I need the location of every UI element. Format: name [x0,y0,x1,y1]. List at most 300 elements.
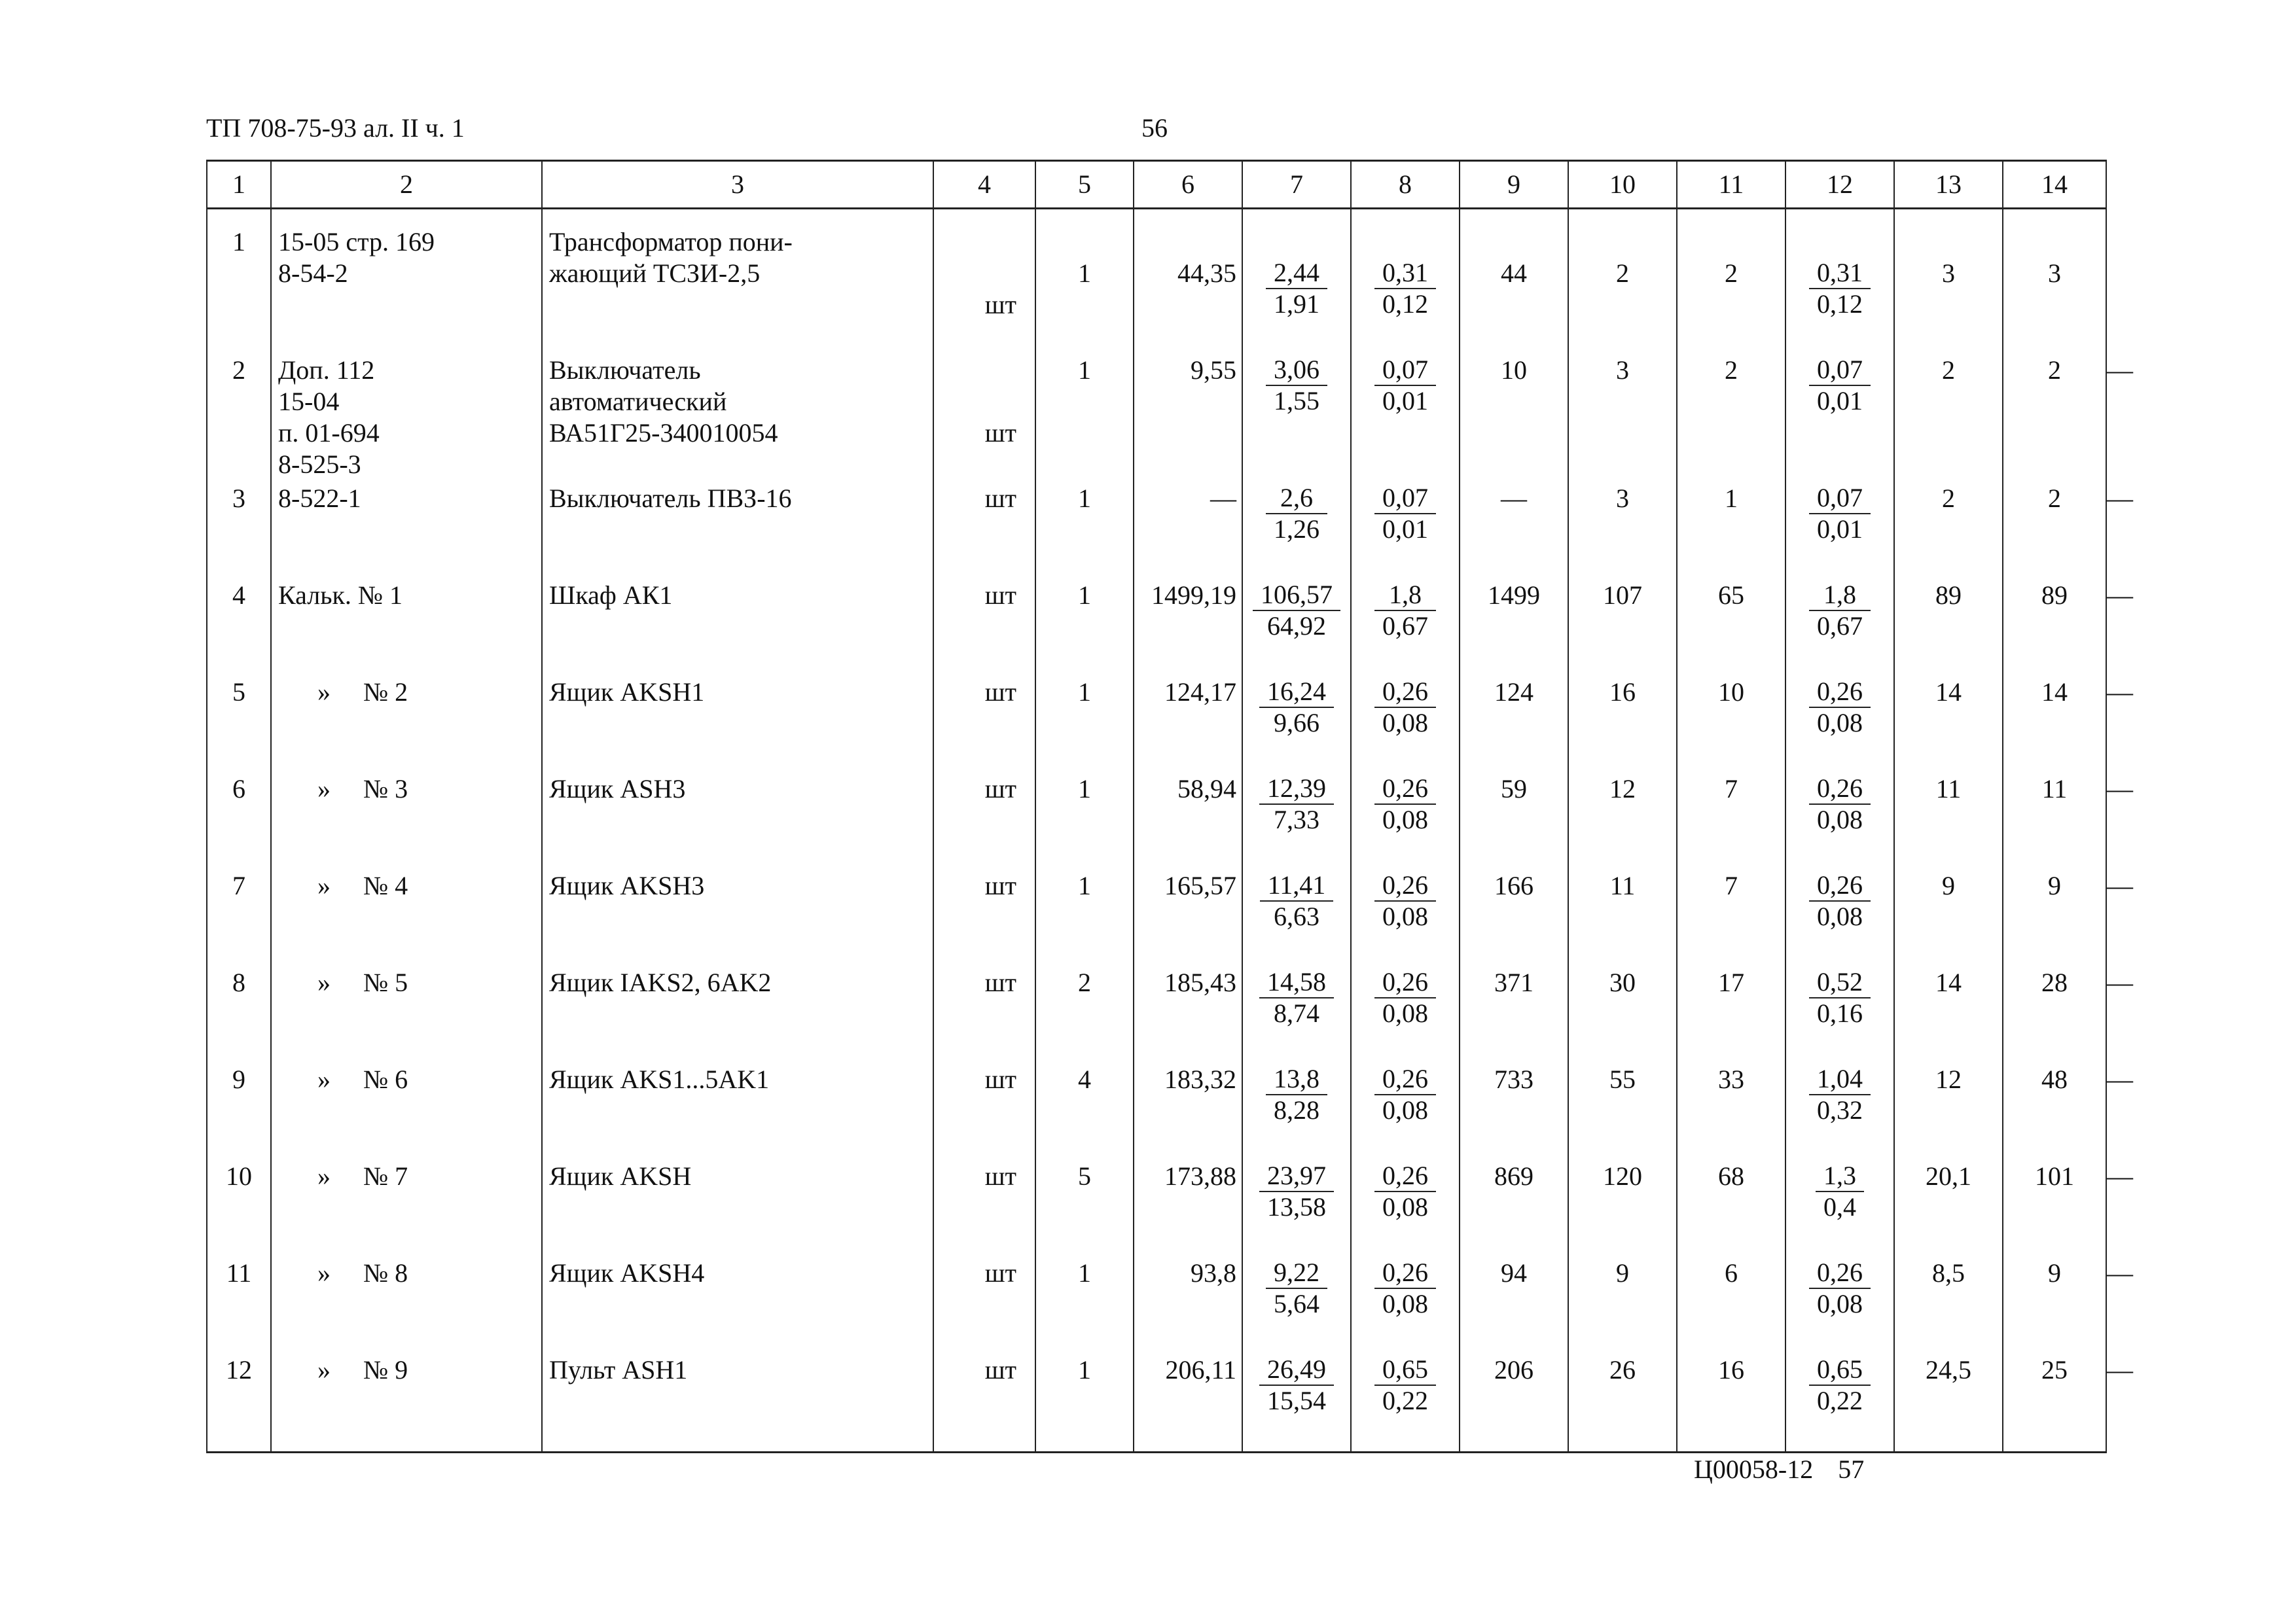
cell-price [1134,773,1242,870]
table-body [207,209,2133,1453]
cell-c12: 20,1 [1894,1161,2003,1258]
price-value: 9,55 [1191,355,1236,385]
reference-line: п. 01-694 [278,418,380,448]
cell-c6 [1242,1354,1351,1453]
fraction-denominator: 5,64 [1274,1289,1319,1318]
name-line: Выключатель [549,355,701,385]
reference-number: № 6 [363,1065,408,1094]
fraction-denominator: 0,16 [1817,998,1863,1028]
price-value: 165,57 [1164,871,1236,900]
cell-c12: 14 [1894,677,2003,773]
reference-number: № 4 [363,871,408,900]
fraction [1809,483,1871,544]
cell-c11 [1785,677,1894,773]
fraction-denominator: 0,08 [1817,708,1863,737]
cell-c13: 2 [2003,483,2106,580]
fraction-numerator: 13,8 [1266,1064,1327,1095]
cell-c9: 16 [1568,677,1677,773]
cell-c8: 10 [1460,355,1568,483]
ditto-mark: » [317,1355,331,1385]
cell-c6 [1242,967,1351,1064]
cell-reference [271,355,542,483]
unit-text: шт [984,580,1016,610]
cell-reference [271,1064,542,1161]
name-line: Ящик AKSH1 [549,677,705,707]
name-line: Трансформатор пони- [549,227,793,256]
fraction-denominator: 0,67 [1817,611,1863,641]
cell-unit [933,773,1035,870]
cell-reference [271,483,542,580]
cell-quantity [1035,677,1134,773]
fraction [1259,677,1334,738]
unit-text: шт [984,968,1016,997]
column-number-row [207,161,2106,209]
cell-c6 [1242,1258,1351,1354]
table-row: 4 Кальк. № 1 Шкаф АК1 шт 1 1499,19 $\frac{106,57}{64,92}$ $\frac{1,8}{0,67}$ 1499 107 65 $\frac{1,8}{0,67}$ 89 89 — [207,580,2106,677]
fraction-denominator: 0,22 [1382,1386,1428,1415]
quantity-value: 1 [1078,484,1091,513]
fraction-numerator: 0,52 [1809,967,1871,998]
cell-name [542,209,933,355]
cell-c12: 11 [1894,773,2003,870]
cell-c7 [1351,1161,1460,1258]
fraction [1374,258,1436,319]
cell-unit [933,580,1035,677]
fraction [1809,1258,1871,1319]
table-row: 7 » № 4 Ящик AKSH3 шт 1 165,57 $\frac{11,41}{6,63}$ $\frac{0,26}{0,08}$ 166 11 7 $\frac{0,26}{0,08}$ 9 9 — [207,870,2106,967]
cell-price [1134,967,1242,1064]
cell-c10: 7 [1677,773,1785,870]
cell-reference [271,1354,542,1453]
fraction-denominator: 13,58 [1267,1192,1326,1222]
quantity-value: 1 [1078,677,1091,707]
ditto-mark: » [317,1161,331,1191]
fraction-numerator: 0,07 [1374,483,1436,514]
cell-quantity [1035,870,1134,967]
name-line: Выключатель ПВЗ-16 [549,484,792,513]
cell-unit [933,870,1035,967]
fraction-denominator: 0,08 [1817,1289,1863,1318]
specification-table [206,160,2133,1453]
fraction-denominator: 7,33 [1274,805,1319,834]
cell-c6 [1242,773,1351,870]
cell-c11 [1785,773,1894,870]
name-line: Шкаф АК1 [549,580,673,610]
fraction-denominator: 0,08 [1382,902,1428,931]
fraction-numerator: 0,26 [1374,1064,1436,1095]
cell-c9: 55 [1568,1064,1677,1161]
cell-quantity [1035,1258,1134,1354]
fraction-denominator: 0,67 [1382,611,1428,641]
cell-price [1134,355,1242,483]
fraction-numerator: 23,97 [1259,1161,1334,1192]
name-line: ВА51Г25-340010054 [549,418,778,448]
cell-c11 [1785,580,1894,677]
name-line: Ящик AKSH4 [549,1258,705,1288]
fraction-denominator: 0,12 [1382,289,1428,319]
cell-name [542,677,933,773]
cell-c8: 59 [1460,773,1568,870]
unit-text: шт [984,418,1016,448]
footer-code: Ц00058-12 [1694,1455,1814,1484]
cell-c9: 12 [1568,773,1677,870]
col-header: 13 [1894,161,2003,209]
quantity-value: 1 [1078,355,1091,385]
cell-c10: 33 [1677,1064,1785,1161]
cell-name [542,1258,933,1354]
price-value: 206,11 [1165,1355,1236,1385]
cell-c12: 8,5 [1894,1258,2003,1354]
cell-row-number: 11 [207,1258,271,1354]
table-row: 9 » № 6 Ящик AKS1...5AK1 шт 4 183,32 $\frac{13,8}{8,28}$ $\frac{0,26}{0,08}$ 733 55 33 $\frac{1,04}{0,32}$ 12 48 — [207,1064,2106,1161]
cell-price [1134,870,1242,967]
fraction-denominator: 0,08 [1382,1192,1428,1222]
ditto-mark: » [317,871,331,900]
cell-unit [933,967,1035,1064]
cell-price [1134,483,1242,580]
fraction [1374,1064,1436,1125]
reference-line: Доп. 112 [278,355,375,385]
fraction [1809,1354,1871,1416]
cell-c7 [1351,1064,1460,1161]
cell-c13: 89 [2003,580,2106,677]
unit-text: шт [984,871,1016,900]
price-value: 183,32 [1164,1065,1236,1094]
cell-c13: 9 [2003,1258,2106,1354]
ditto-mark: » [317,774,331,803]
cell-price [1134,1354,1242,1453]
cell-row-number: 7 [207,870,271,967]
fraction [1816,1161,1864,1222]
fraction [1266,355,1327,416]
fraction-denominator: 0,4 [1823,1192,1856,1222]
col-header: 4 [933,161,1035,209]
cell-price [1134,1258,1242,1354]
fraction-denominator: 0,08 [1817,902,1863,931]
fraction-numerator: 0,26 [1809,773,1871,805]
fraction-numerator: 0,31 [1374,258,1436,289]
cell-quantity [1035,1161,1134,1258]
fraction-denominator: 0,08 [1817,805,1863,834]
ditto-mark: » [317,968,331,997]
quantity-value: 1 [1078,258,1091,288]
cell-price [1134,1161,1242,1258]
footer [1694,1454,1864,1485]
cell-c8: 1499 [1460,580,1568,677]
name-line: Ящик AKSH3 [549,871,705,900]
price-value: 58,94 [1177,774,1236,803]
cell-c13: 9 [2003,870,2106,967]
cell-c7 [1351,967,1460,1064]
fraction [1374,1258,1436,1319]
cell-c6 [1242,209,1351,355]
col-header: 6 [1134,161,1242,209]
cell-c9: 107 [1568,580,1677,677]
cell-name [542,773,933,870]
cell-c13: 2 [2003,355,2106,483]
cell-name [542,580,933,677]
cell-unit [933,483,1035,580]
cell-c12: 89 [1894,580,2003,677]
fraction-numerator: 0,65 [1374,1354,1436,1386]
reference-number: № 5 [363,968,408,997]
fraction [1809,355,1871,416]
cell-c12: 2 [1894,355,2003,483]
cell-unit [933,1161,1035,1258]
cell-c9: 2 [1568,209,1677,355]
cell-reference [271,677,542,773]
cell-reference [271,209,542,355]
cell-c11 [1785,1258,1894,1354]
cell-c7 [1351,677,1460,773]
cell-c10: 17 [1677,967,1785,1064]
table-row: 6 » № 3 Ящик ASH3 шт 1 58,94 $\frac{12,39}{7,33}$ $\frac{0,26}{0,08}$ 59 12 7 $\frac{0,26}{0,08}$ 11 11 — [207,773,2106,870]
cell-unit [933,355,1035,483]
cell-row-number: 12 [207,1354,271,1453]
fraction [1809,258,1871,319]
fraction-denominator: 0,22 [1817,1386,1863,1415]
fraction-numerator: 0,07 [1374,355,1436,386]
cell-reference [271,1258,542,1354]
cell-c13: 14 [2003,677,2106,773]
cell-row-number: 4 [207,580,271,677]
table-row: 2 Доп. 112 15-04 п. 01-694 8-525-3 Выключатель автоматический ВА51Г25-340010054 шт 1 9,55 $\frac{3,06}{1,55}$ $\frac{0,07}{0,01}$ 10 3 2 $\frac{0,07}{0,01}$ 2 2 — [207,355,2106,483]
cell-c8: — [1460,483,1568,580]
cell-c9: 26 [1568,1354,1677,1453]
cell-c10: 2 [1677,355,1785,483]
fraction-numerator: 26,49 [1259,1354,1334,1386]
cell-quantity [1035,483,1134,580]
cell-c6 [1242,870,1351,967]
fraction-denominator: 64,92 [1267,611,1326,641]
fraction-denominator: 0,08 [1382,805,1428,834]
reference-number: № 3 [363,774,408,803]
fraction-denominator: 0,08 [1382,1289,1428,1318]
cell-c13: 11 [2003,773,2106,870]
cell-reference [271,580,542,677]
fraction-numerator: 2,44 [1266,258,1327,289]
price-value: 185,43 [1164,968,1236,997]
ditto-mark: » [317,677,331,707]
cell-c8: 166 [1460,870,1568,967]
quantity-value: 1 [1078,580,1091,610]
ditto-mark: » [317,1065,331,1094]
cell-price [1134,580,1242,677]
fraction [1266,258,1327,319]
fraction-numerator: 0,26 [1374,870,1436,902]
name-line: жающий ТСЗИ-2,5 [549,258,761,288]
price-value: 1499,19 [1151,580,1236,610]
cell-quantity [1035,355,1134,483]
fraction-denominator: 0,01 [1382,386,1428,415]
cell-c9: 30 [1568,967,1677,1064]
cell-row-number: 9 [207,1064,271,1161]
fraction-denominator: 9,66 [1274,708,1319,737]
reference-number: № 9 [363,1355,408,1385]
cell-quantity [1035,967,1134,1064]
fraction-denominator: 1,91 [1274,289,1319,319]
reference-line: 15-04 [278,387,340,416]
fraction-numerator: 0,26 [1809,677,1871,708]
fraction [1809,580,1871,641]
fraction [1809,870,1871,932]
fraction-denominator: 0,32 [1817,1095,1863,1125]
fraction-numerator: 11,41 [1260,870,1334,902]
cell-row-number: 1 [207,209,271,355]
fraction [1374,483,1436,544]
cell-c9: 3 [1568,483,1677,580]
fraction-denominator: 0,01 [1817,514,1863,544]
fraction-numerator: 12,39 [1259,773,1334,805]
cell-c13: 25 [2003,1354,2106,1453]
price-value: 173,88 [1164,1161,1236,1191]
fraction-denominator: 0,08 [1382,708,1428,737]
price-value: — [1210,484,1236,513]
cell-c11 [1785,1354,1894,1453]
cell-c11 [1785,870,1894,967]
table-row: 10 » № 7 Ящик AKSH шт 5 173,88 $\frac{23,97}{13,58}$ $\frac{0,26}{0,08}$ 869 120 68 $\frac{1,3}{0,4}$ 20,1 101 — [207,1161,2106,1258]
cell-c7 [1351,870,1460,967]
cell-c11 [1785,209,1894,355]
unit-text: шт [984,290,1016,319]
cell-name [542,355,933,483]
cell-c11 [1785,967,1894,1064]
fraction [1374,773,1436,835]
cell-unit [933,209,1035,355]
reference-number: № 7 [363,1161,408,1191]
cell-c13: 28 [2003,967,2106,1064]
price-value: 93,8 [1191,1258,1236,1288]
cell-c8: 371 [1460,967,1568,1064]
cell-c11 [1785,355,1894,483]
quantity-value: 4 [1078,1065,1091,1094]
cell-c13: 3 [2003,209,2106,355]
cell-unit [933,1258,1035,1354]
fraction-numerator: 0,26 [1374,677,1436,708]
quantity-value: 1 [1078,871,1091,900]
fraction-numerator: 9,22 [1266,1258,1327,1289]
cell-c8: 206 [1460,1354,1568,1453]
fraction-numerator: 0,26 [1374,773,1436,805]
fraction [1809,773,1871,835]
cell-row-number: 10 [207,1161,271,1258]
name-line: автоматический [549,387,727,416]
cell-name [542,1354,933,1453]
cell-c6 [1242,1064,1351,1161]
cell-name [542,870,933,967]
cell-reference [271,967,542,1064]
fraction-numerator: 0,26 [1374,1161,1436,1192]
table-row: 5 » № 2 Ящик AKSH1 шт 1 124,17 $\frac{16,24}{9,66}$ $\frac{0,26}{0,08}$ 124 16 10 $\frac{0,26}{0,08}$ 14 14 — [207,677,2106,773]
fraction [1266,483,1327,544]
fraction-denominator: 0,01 [1817,386,1863,415]
reference-line: Кальк. № 1 [278,580,403,610]
cell-c12: 3 [1894,209,2003,355]
fraction-numerator: 0,26 [1374,967,1436,998]
reference-number: № 2 [363,677,408,707]
quantity-value: 1 [1078,774,1091,803]
fraction-numerator: 1,04 [1809,1064,1871,1095]
cell-c8: 44 [1460,209,1568,355]
fraction [1260,870,1334,932]
cell-c12: 2 [1894,483,2003,580]
document-code: ТП 708-75-93 ал. II ч. 1 [206,113,465,143]
cell-quantity [1035,209,1134,355]
fraction-numerator: 0,07 [1809,355,1871,386]
cell-c7 [1351,1354,1460,1453]
name-line: Ящик AKS1...5AK1 [549,1065,770,1094]
footer-page-number: 57 [1838,1455,1865,1484]
quantity-value: 1 [1078,1355,1091,1385]
cell-c7 [1351,355,1460,483]
cell-c9: 3 [1568,355,1677,483]
fraction-numerator: 0,26 [1809,870,1871,902]
col-header: 7 [1242,161,1351,209]
fraction [1374,1161,1436,1222]
cell-unit [933,677,1035,773]
quantity-value: 2 [1078,968,1091,997]
col-header: 5 [1035,161,1134,209]
fraction-numerator: 14,58 [1259,967,1334,998]
cell-name [542,483,933,580]
fraction-denominator: 0,08 [1382,998,1428,1028]
cell-c12: 12 [1894,1064,2003,1161]
cell-c10: 16 [1677,1354,1785,1453]
reference-line: 8-525-3 [278,450,361,479]
reference-line: 8-522-1 [278,484,361,513]
fraction-denominator: 6,63 [1273,902,1319,931]
cell-c6 [1242,483,1351,580]
cell-c13: 48 [2003,1064,2106,1161]
cell-c10: 1 [1677,483,1785,580]
unit-text: шт [984,1355,1016,1385]
cell-c12: 14 [1894,967,2003,1064]
cell-c6 [1242,355,1351,483]
fraction [1374,870,1436,932]
cell-c11 [1785,1161,1894,1258]
table-row: 11 » № 8 Ящик AKSH4 шт 1 93,8 $\frac{9,22}{5,64}$ $\frac{0,26}{0,08}$ 94 9 6 $\frac{0,26}{0,08}$ 8,5 9 — [207,1258,2106,1354]
cell-unit [933,1354,1035,1453]
cell-row-number: 6 [207,773,271,870]
fraction-numerator: 1,8 [1374,580,1436,611]
fraction [1253,580,1340,641]
fraction-denominator: 1,55 [1274,386,1319,415]
fraction-denominator: 8,28 [1274,1095,1319,1125]
cell-c9: 11 [1568,870,1677,967]
fraction [1809,1064,1871,1125]
cell-c6 [1242,1161,1351,1258]
col-header: 9 [1460,161,1568,209]
cell-c7 [1351,580,1460,677]
cell-quantity [1035,580,1134,677]
cell-c10: 10 [1677,677,1785,773]
col-header: 10 [1568,161,1677,209]
cell-reference [271,870,542,967]
cell-c12: 9 [1894,870,2003,967]
cell-reference [271,1161,542,1258]
name-line: Ящик IAKS2, 6AK2 [549,968,772,997]
fraction [1374,967,1436,1029]
price-value: 44,35 [1177,258,1236,288]
quantity-value: 5 [1078,1161,1091,1191]
table-row: 8 » № 5 Ящик IAKS2, 6AK2 шт 2 185,43 $\frac{14,58}{8,74}$ $\frac{0,26}{0,08}$ 371 30 17 $\frac{0,52}{0,16}$ 14 28 — [207,967,2106,1064]
unit-text: шт [984,1258,1016,1288]
fraction-numerator: 0,07 [1809,483,1871,514]
fraction-numerator: 0,65 [1809,1354,1871,1386]
reference-line: 15-05 стр. 169 [278,227,435,256]
fraction-denominator: 0,01 [1382,514,1428,544]
cell-c11 [1785,483,1894,580]
